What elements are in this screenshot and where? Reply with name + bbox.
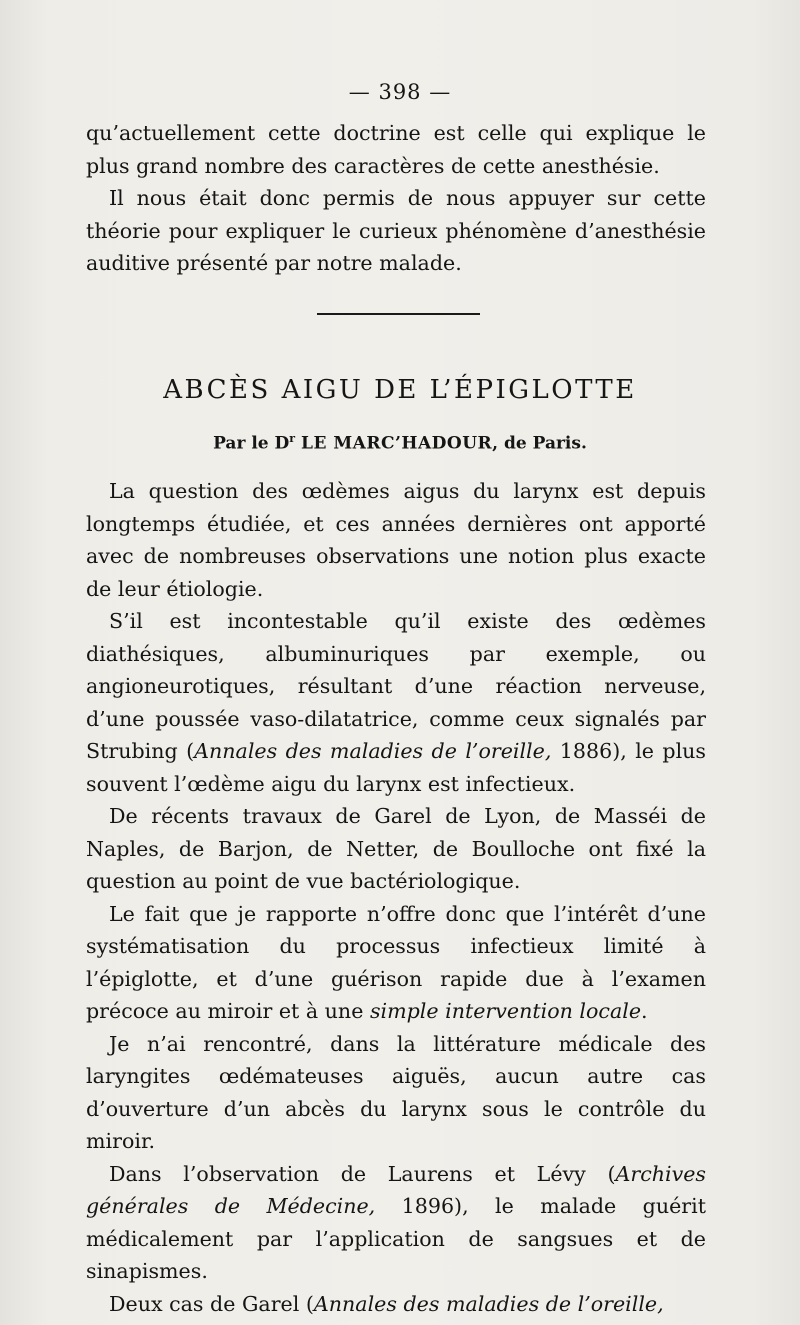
article-byline [0,432,800,454]
article-title: ABCÈS AIGU DE L’ÉPIGLOTTE [163,375,637,405]
paragraph [86,898,706,1028]
section-divider [317,313,480,315]
citation-italic: Archives générales de Médecine, [86,1161,706,1218]
byline-prefix: Par le D [213,433,290,454]
emphasis-italic: simple intervention locale [369,999,642,1023]
citation-italic: Annales des maladies de l’oreille, [313,1291,664,1316]
paragraph: Je n’ai rencontré, dans la littérature médicale des laryngites œdémateuses aiguës, aucun autre cas d’ouverture d’un abcès du larynx sous le contrôle du miroir. [86,1031,706,1153]
byline-sup: r [289,432,296,445]
paragraph: La question des œdèmes aigus du larynx est depuis longtemps étudiée, et ces années dernières ont apporté avec de nombreuses observations une notion plus exacte de leur étiologie. [86,479,706,601]
author-name: LE MARC’HADOUR [300,433,493,454]
paragraph: qu’actuellement cette doctrine est celle qui explique le plus grand nombre des caractères de cette anesthésie. [86,121,706,178]
paragraph [86,1158,706,1288]
paragraph: De récents travaux de Garel de Lyon, de Masséi de Naples, de Barjon, de Netter, de Boulloche ont fixé la question au point de vue bactériologique. [86,804,706,893]
byline-suffix: , de Paris. [492,433,587,454]
text-run: . [641,999,648,1023]
citation-italic: Annales des maladies de l’oreille, [194,739,552,763]
text-run: 1896), le malade guérit médicalement par l’application de sangsues et de sinapismes. [86,1194,706,1283]
text-run: Dans l’observation de Laurens et Lévy ( [109,1161,616,1186]
article-body [86,475,706,1320]
continued-text [86,117,706,280]
text-run: S’il est incontestable qu’il existe des œdèmes diathésiques, albuminuriques par exemple, ou angioneurotiques, résultant d’une réaction nerveuse, d’une poussée vaso-dilatatrice, comme ceux signalés par Strubing ( [86,609,706,763]
paragraph [86,605,706,800]
text-run: Deux cas de Garel ( [109,1291,314,1316]
text-run: Le fait que je rapporte n’offre donc que l’intérêt d’une systématisation du processus infectieux limité à l’épiglotte, et d’une guérison rapide due à l’examen précoce au miroir et à une [86,901,706,1023]
text-run: 1886), le plus souvent l’œdème aigu du larynx est infectieux. [86,739,706,796]
paragraph: Il nous était donc permis de nous appuyer sur cette théorie pour expliquer le curieux phénomène d’anesthésie auditive présenté par notre malade. [86,186,706,275]
paragraph [86,1288,706,1321]
page-number: — 398 — [348,80,452,104]
